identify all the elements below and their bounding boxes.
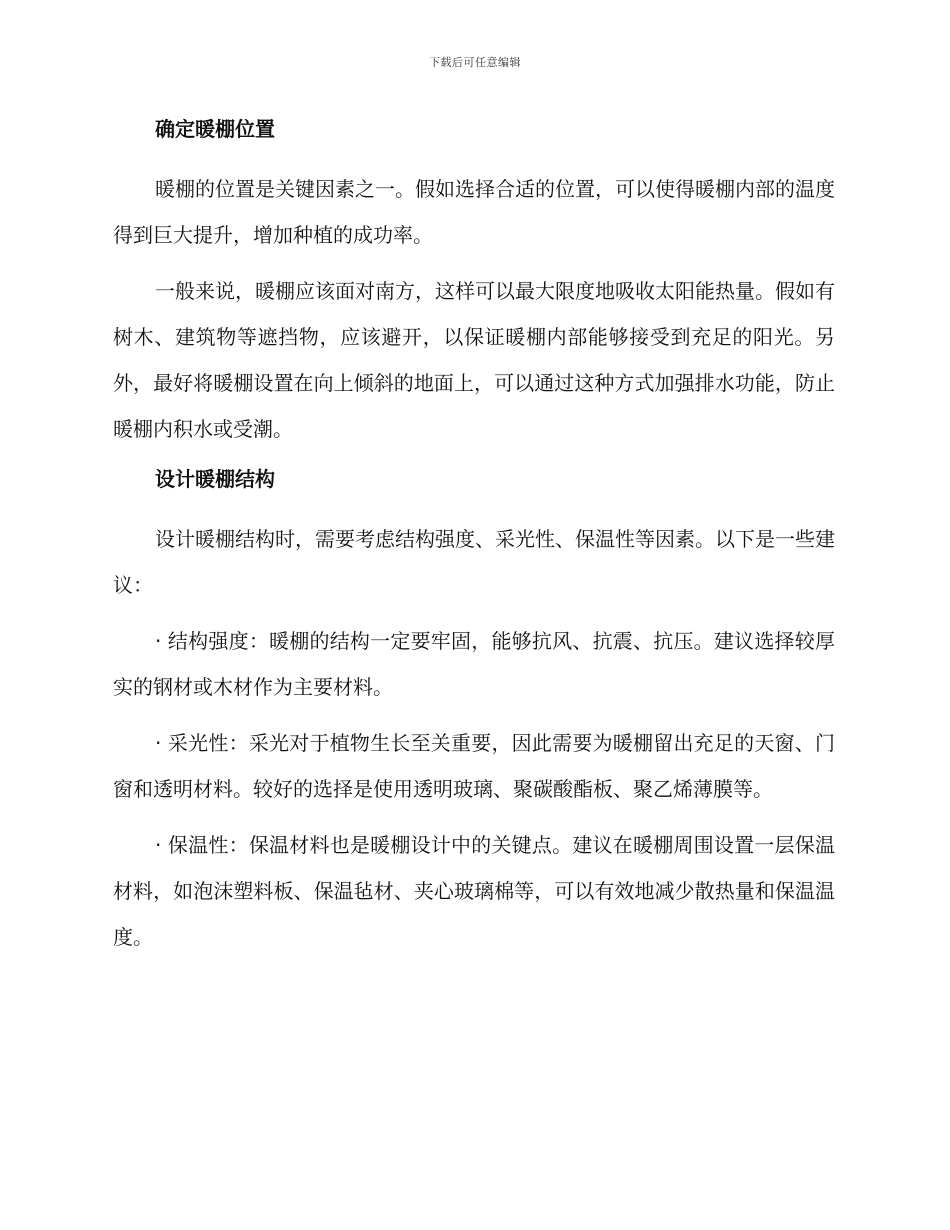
bullet-paragraph-strength: · 结构强度：暖棚的结构一定要牢固，能够抗风、抗震、抗压。建议选择较厚实的钢材或木材作为主要材料。 xyxy=(113,629,835,699)
paragraph: 暖棚的位置是关键因素之一。假如选择合适的位置，可以使得暖棚内部的温度得到巨大提升，增加种植的成功率。 xyxy=(113,177,835,247)
document-body xyxy=(113,112,835,970)
paragraph: 设计暖棚结构时，需要考虑结构强度、采光性、保温性等因素。以下是一些建议： xyxy=(113,527,835,597)
paragraph: 一般来说，暖棚应该面对南方，这样可以最大限度地吸收太阳能热量。假如有树木、建筑物等遮挡物，应该避开，以保证暖棚内部能够接受到充足的阳光。另外，最好将暖棚设置在向上倾斜的地面上，可以通过这种方式加强排水功能，防止暖棚内积水或受潮。 xyxy=(113,279,835,441)
bullet-paragraph-insulation: · 保温性：保温材料也是暖棚设计中的关键点。建议在暖棚周围设置一层保温材料，如泡沫塑料板、保温毡材、夹心玻璃棉等，可以有效地减少散热量和保温温度。 xyxy=(113,833,835,949)
section-heading-structure: 设计暖棚结构 xyxy=(155,467,275,491)
bullet-paragraph-lighting: · 采光性：采光对于植物生长至关重要，因此需要为暖棚留出充足的天窗、门窗和透明材料。较好的选择是使用透明玻璃、聚碳酸酯板、聚乙烯薄膜等。 xyxy=(113,731,835,801)
section-heading-location: 确定暖棚位置 xyxy=(155,117,275,141)
page-header: 下载后可任意编辑 xyxy=(429,56,521,69)
